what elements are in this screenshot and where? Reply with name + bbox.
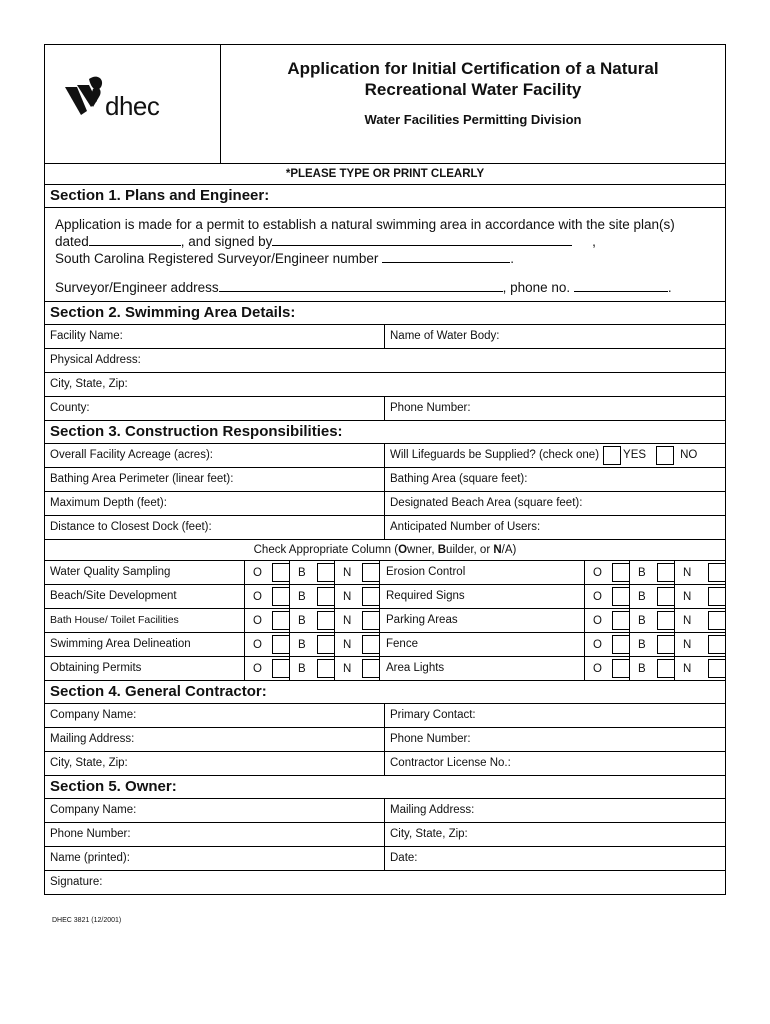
table-row bbox=[44, 609, 726, 633]
owner-signature-field[interactable]: Signature: bbox=[50, 876, 103, 888]
table-row bbox=[44, 704, 726, 728]
option-letter: B bbox=[638, 566, 646, 579]
option-cell bbox=[290, 633, 335, 656]
period2: . bbox=[667, 280, 672, 295]
engineer-address-field[interactable] bbox=[219, 279, 503, 292]
option-checkbox[interactable] bbox=[317, 635, 334, 654]
option-checkbox[interactable] bbox=[362, 563, 379, 582]
option-cell bbox=[585, 609, 630, 632]
logo-area bbox=[45, 45, 221, 163]
option-letter: B bbox=[298, 590, 306, 603]
section2-title: Section 2. Swimming Area Details: bbox=[44, 302, 726, 325]
no-checkbox[interactable] bbox=[656, 446, 674, 465]
option-letter: N bbox=[343, 638, 352, 651]
option-checkbox[interactable] bbox=[317, 587, 334, 606]
option-letter: N bbox=[683, 662, 692, 675]
section5-title: Section 5. Owner: bbox=[44, 776, 726, 799]
option-letter: N bbox=[683, 638, 692, 651]
option-checkbox[interactable] bbox=[612, 587, 629, 606]
form-title bbox=[221, 58, 725, 100]
option-cell bbox=[675, 657, 725, 680]
option-cell bbox=[630, 561, 675, 584]
option-cell bbox=[630, 633, 675, 656]
option-cell bbox=[290, 585, 335, 608]
option-cell bbox=[585, 633, 630, 656]
table-row bbox=[44, 633, 726, 657]
dhec-logo bbox=[63, 71, 183, 136]
physical-address-field[interactable]: Physical Address: bbox=[50, 354, 141, 366]
responsibility-label: Bath House/ Toilet Facilities bbox=[45, 609, 245, 632]
option-letter: N bbox=[683, 614, 692, 627]
responsibility-rows bbox=[44, 560, 726, 681]
option-letter: N bbox=[343, 614, 352, 627]
title-area bbox=[221, 45, 725, 163]
option-letter: N bbox=[343, 662, 352, 675]
option-cell bbox=[675, 561, 725, 584]
s1-line1: Application is made for a permit to establish a natural swimming area in accordance with the site plan(s) bbox=[55, 217, 675, 232]
option-checkbox[interactable] bbox=[317, 611, 334, 630]
option-letter: B bbox=[638, 614, 646, 627]
option-checkbox[interactable] bbox=[362, 611, 379, 630]
contractor-mailing-field[interactable]: Mailing Address: bbox=[45, 728, 385, 751]
option-cell bbox=[245, 609, 290, 632]
table-row bbox=[44, 657, 726, 681]
yes-option bbox=[599, 444, 646, 467]
form-page bbox=[44, 44, 726, 924]
owner-name-field[interactable]: Name (printed): bbox=[45, 847, 385, 870]
option-letter: B bbox=[298, 566, 306, 579]
users-field[interactable]: Anticipated Number of Users: bbox=[390, 521, 541, 533]
option-letter: O bbox=[593, 614, 602, 627]
county-field[interactable]: County: bbox=[45, 397, 385, 420]
responsibility-label: Beach/Site Development bbox=[45, 585, 245, 608]
option-cell bbox=[585, 657, 630, 680]
owner-company-field[interactable]: Company Name: bbox=[45, 799, 385, 822]
yes-label: YES bbox=[623, 449, 647, 461]
responsibility-label: Swimming Area Delineation bbox=[45, 633, 245, 656]
option-checkbox[interactable] bbox=[708, 563, 725, 582]
dock-distance-field[interactable]: Distance to Closest Dock (feet): bbox=[45, 516, 385, 539]
option-letter: B bbox=[638, 638, 646, 651]
option-cell bbox=[675, 585, 725, 608]
section3-title: Section 3. Construction Responsibilities: bbox=[44, 421, 726, 444]
option-letter: O bbox=[253, 614, 262, 627]
owner-city-field[interactable]: City, State, Zip: bbox=[390, 828, 468, 840]
title-line-2: Recreational Water Facility bbox=[364, 80, 582, 99]
check-text-n: N bbox=[493, 544, 502, 556]
table-row bbox=[44, 397, 726, 421]
option-cell bbox=[335, 609, 380, 632]
yes-checkbox[interactable] bbox=[603, 446, 621, 465]
option-checkbox[interactable] bbox=[708, 635, 725, 654]
section1-title: Section 1. Plans and Engineer: bbox=[44, 185, 726, 208]
engineer-phone-field[interactable] bbox=[574, 279, 668, 292]
check-text-1: Check Appropriate Column ( bbox=[253, 544, 399, 556]
section4-title: Section 4. General Contractor: bbox=[44, 681, 726, 704]
responsibility-label: Fence bbox=[380, 633, 585, 656]
owner-phone-field[interactable]: Phone Number: bbox=[45, 823, 385, 846]
option-checkbox[interactable] bbox=[657, 635, 674, 654]
option-letter: N bbox=[683, 590, 692, 603]
contractor-company-field[interactable]: Company Name: bbox=[45, 704, 385, 727]
city-state-zip-field[interactable]: City, State, Zip: bbox=[50, 378, 128, 390]
table-row bbox=[44, 492, 726, 516]
responsibility-label: Water Quality Sampling bbox=[45, 561, 245, 584]
option-checkbox[interactable] bbox=[362, 635, 379, 654]
check-text-o: O bbox=[398, 544, 408, 556]
option-cell bbox=[335, 657, 380, 680]
option-checkbox[interactable] bbox=[612, 659, 629, 678]
option-letter: B bbox=[298, 662, 306, 675]
table-row bbox=[44, 871, 726, 895]
check-text-3: uilder, or bbox=[446, 544, 494, 556]
responsibility-label: Parking Areas bbox=[380, 609, 585, 632]
s1-line4 bbox=[55, 279, 715, 296]
form-number: DHEC 3821 (12/2001) bbox=[52, 917, 122, 924]
option-letter: B bbox=[298, 614, 306, 627]
contractor-phone-field[interactable]: Phone Number: bbox=[390, 733, 471, 745]
bathing-area-field[interactable]: Bathing Area (square feet): bbox=[390, 473, 528, 485]
lifeguards-cell bbox=[385, 444, 725, 467]
responsibility-label: Area Lights bbox=[380, 657, 585, 680]
table-row bbox=[44, 444, 726, 468]
dated-field[interactable] bbox=[89, 233, 181, 246]
period: . bbox=[510, 251, 514, 266]
option-letter: O bbox=[253, 590, 262, 603]
contractor-license-field[interactable]: Contractor License No.: bbox=[390, 757, 511, 769]
s1-line2 bbox=[55, 233, 715, 250]
option-checkbox[interactable] bbox=[708, 587, 725, 606]
option-cell bbox=[630, 585, 675, 608]
lifeguards-label: Will Lifeguards be Supplied? (check one) bbox=[390, 449, 600, 461]
beach-area-field[interactable]: Designated Beach Area (square feet): bbox=[390, 497, 583, 509]
option-cell bbox=[245, 633, 290, 656]
responsibility-label: Obtaining Permits bbox=[45, 657, 245, 680]
table-row bbox=[44, 847, 726, 871]
option-cell bbox=[245, 585, 290, 608]
option-letter: O bbox=[253, 662, 262, 675]
signed-by-label: , and signed by bbox=[180, 234, 273, 249]
option-letter: B bbox=[638, 590, 646, 603]
max-depth-field[interactable]: Maximum Depth (feet): bbox=[45, 492, 385, 515]
owner-date-field[interactable]: Date: bbox=[390, 852, 418, 864]
option-checkbox[interactable] bbox=[362, 587, 379, 606]
option-checkbox[interactable] bbox=[272, 587, 289, 606]
option-letter: N bbox=[683, 566, 692, 579]
logo-text: dhec bbox=[105, 91, 160, 121]
comma: , bbox=[592, 234, 596, 249]
option-checkbox[interactable] bbox=[612, 563, 629, 582]
option-letter: O bbox=[593, 590, 602, 603]
signed-by-field[interactable] bbox=[272, 233, 572, 246]
option-checkbox[interactable] bbox=[657, 659, 674, 678]
option-letter: O bbox=[253, 566, 262, 579]
option-letter: O bbox=[593, 566, 602, 579]
option-letter: O bbox=[253, 638, 262, 651]
print-note-text: *PLEASE TYPE OR PRINT CLEARLY bbox=[285, 168, 485, 180]
no-label: NO bbox=[680, 449, 698, 461]
table-row bbox=[44, 752, 726, 776]
option-cell bbox=[630, 657, 675, 680]
option-checkbox[interactable] bbox=[317, 563, 334, 582]
option-cell bbox=[290, 609, 335, 632]
dated-label: dated bbox=[55, 234, 89, 249]
form-header bbox=[44, 44, 726, 163]
option-checkbox[interactable] bbox=[272, 659, 289, 678]
print-note bbox=[44, 163, 726, 185]
option-checkbox[interactable] bbox=[657, 563, 674, 582]
table-row bbox=[44, 823, 726, 847]
section1-body bbox=[44, 208, 726, 302]
option-cell bbox=[335, 633, 380, 656]
table-row bbox=[44, 516, 726, 540]
check-column-heading bbox=[44, 540, 726, 560]
option-cell bbox=[675, 633, 725, 656]
check-text-4: /A) bbox=[501, 544, 517, 556]
title-line-1: Application for Initial Certification of a Natural bbox=[287, 59, 659, 78]
responsibility-label: Required Signs bbox=[380, 585, 585, 608]
option-checkbox[interactable] bbox=[272, 635, 289, 654]
option-checkbox[interactable] bbox=[657, 587, 674, 606]
contractor-contact-field[interactable]: Primary Contact: bbox=[390, 709, 476, 721]
table-row bbox=[44, 325, 726, 349]
acreage-field[interactable]: Overall Facility Acreage (acres): bbox=[45, 444, 385, 467]
option-checkbox[interactable] bbox=[362, 659, 379, 678]
option-checkbox[interactable] bbox=[317, 659, 334, 678]
option-checkbox[interactable] bbox=[612, 635, 629, 654]
option-cell bbox=[245, 657, 290, 680]
table-row bbox=[44, 728, 726, 752]
s1-line3 bbox=[55, 250, 715, 267]
option-cell bbox=[335, 585, 380, 608]
water-body-field[interactable]: Name of Water Body: bbox=[390, 330, 500, 342]
perimeter-field[interactable]: Bathing Area Perimeter (linear feet): bbox=[45, 468, 385, 491]
option-letter: O bbox=[593, 662, 602, 675]
option-cell bbox=[675, 609, 725, 632]
option-letter: B bbox=[298, 638, 306, 651]
option-letter: O bbox=[593, 638, 602, 651]
option-checkbox[interactable] bbox=[708, 659, 725, 678]
option-checkbox[interactable] bbox=[657, 611, 674, 630]
check-text-2: wner, bbox=[407, 544, 438, 556]
responsibility-label: Erosion Control bbox=[380, 561, 585, 584]
engineer-number-label: South Carolina Registered Surveyor/Engineer number bbox=[55, 251, 379, 266]
engineer-number-field[interactable] bbox=[382, 250, 510, 263]
table-row bbox=[44, 561, 726, 585]
check-text-b: B bbox=[437, 544, 447, 556]
division-name: Water Facilities Permitting Division bbox=[364, 112, 582, 127]
option-cell bbox=[290, 657, 335, 680]
table-row bbox=[44, 373, 726, 397]
owner-mailing-field[interactable]: Mailing Address: bbox=[390, 804, 475, 816]
option-letter: N bbox=[343, 590, 352, 603]
option-cell bbox=[585, 561, 630, 584]
engineer-phone-label: , phone no. bbox=[502, 280, 571, 295]
table-row bbox=[44, 468, 726, 492]
table-row bbox=[44, 349, 726, 373]
option-checkbox[interactable] bbox=[708, 611, 725, 630]
option-checkbox[interactable] bbox=[272, 563, 289, 582]
option-cell bbox=[290, 561, 335, 584]
facility-name-field[interactable]: Facility Name: bbox=[45, 325, 385, 348]
option-cell bbox=[335, 561, 380, 584]
phone-number-field[interactable]: Phone Number: bbox=[390, 402, 471, 414]
table-row bbox=[44, 585, 726, 609]
option-cell bbox=[245, 561, 290, 584]
option-letter: N bbox=[343, 566, 352, 579]
option-letter: B bbox=[638, 662, 646, 675]
contractor-city-field[interactable]: City, State, Zip: bbox=[45, 752, 385, 775]
no-option bbox=[652, 444, 697, 467]
engineer-address-label: Surveyor/Engineer address bbox=[55, 280, 219, 295]
option-cell bbox=[585, 585, 630, 608]
table-row bbox=[44, 799, 726, 823]
option-checkbox[interactable] bbox=[272, 611, 289, 630]
option-cell bbox=[630, 609, 675, 632]
option-checkbox[interactable] bbox=[612, 611, 629, 630]
